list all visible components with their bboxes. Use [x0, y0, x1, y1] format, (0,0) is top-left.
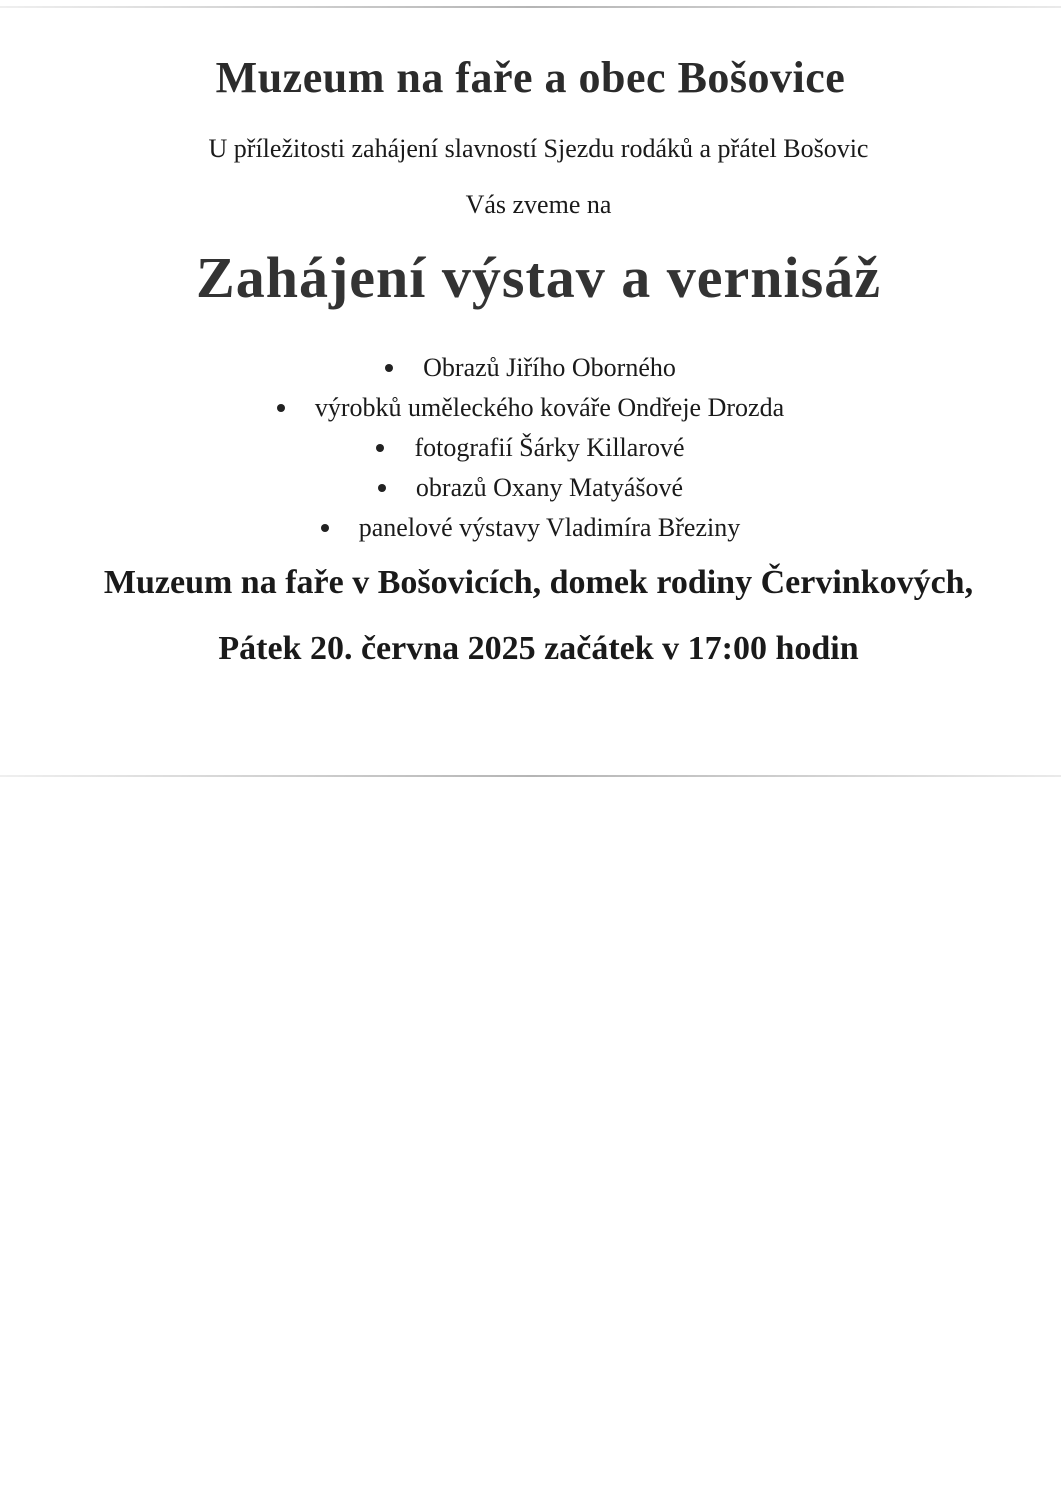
list-item-label: panelové výstavy Vladimíra Březiny — [358, 513, 741, 542]
venue-text: Muzeum na faře v Bošovicích, domek rodiny Červinkových, — [103, 564, 974, 601]
list-item — [0, 468, 1061, 508]
list-item-label: výrobků uměleckého kováře Ondřeje Drozda — [314, 393, 785, 422]
intro-text: U příležitosti zahájení slavností Sjezdu rodáků a přátel Bošovic — [208, 134, 869, 163]
date-time-text: Pátek 20. června 2025 začátek v 17:00 hodin — [218, 630, 859, 667]
bullet-icon — [385, 364, 393, 372]
exhibition-list — [0, 348, 1061, 548]
list-item-label: obrazů Oxany Matyášové — [415, 473, 684, 502]
scan-edge-bottom — [0, 775, 1061, 777]
list-item — [0, 388, 1061, 428]
bullet-icon — [277, 404, 285, 412]
document-title: Muzeum na faře a obec Bošovice — [215, 53, 846, 102]
bullet-icon — [376, 444, 384, 452]
invite-text: Vás zveme na — [465, 190, 612, 219]
event-headline: Zahájení výstav a vernisáž — [196, 245, 881, 310]
list-item — [0, 428, 1061, 468]
scan-edge-top — [0, 6, 1061, 8]
list-item-label: fotografií Šárky Killarové — [414, 433, 685, 462]
bullet-icon — [321, 524, 329, 532]
bullet-icon — [378, 484, 386, 492]
list-item-label: Obrazů Jiřího Oborného — [423, 353, 676, 382]
list-item — [0, 348, 1061, 388]
list-item — [0, 508, 1061, 548]
